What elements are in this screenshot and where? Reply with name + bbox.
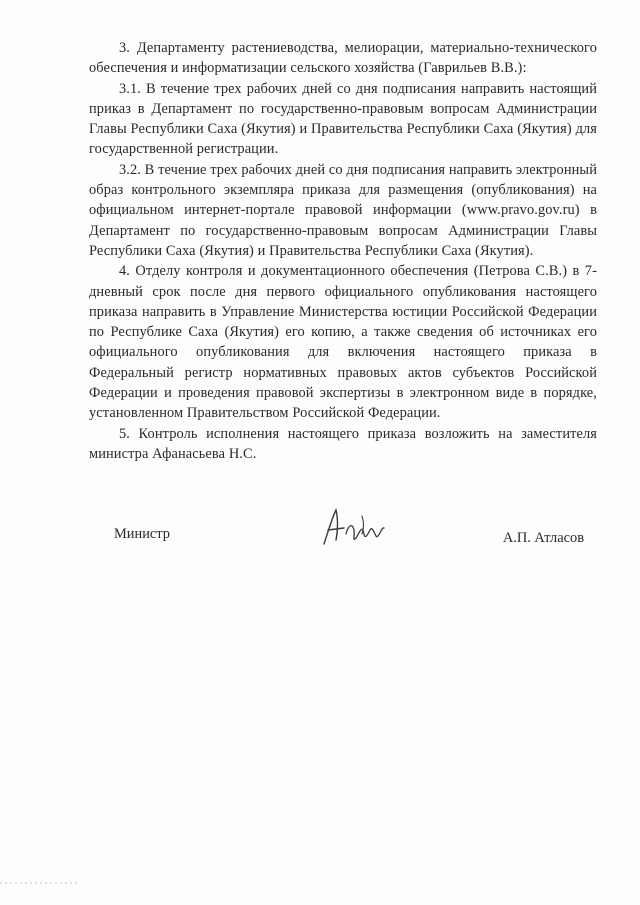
paragraph-item-3-1: 3.1. В течение трех рабочих дней со дня подписания направить настоящий приказ в Департамент по государственно-правовым вопросам Администрации Главы Республики Саха (Якутия) и Правительства Республики Саха (Якутия) для государственной регистрации. [89,80,597,158]
signatory-name: А.П. Атласов [502,530,584,546]
paragraph-item-3-2: 3.2. В течение трех рабочих дней со дня подписания направить электронный образ контрольного экземпляра приказа для размещения (опубликования) на официальном интернет-портале правовой информации (www.pravo.gov.ru) в Департамент по государственно-правовым вопросам Администрации Главы Республики Саха (Якутия) и Правительства Республики Саха (Якутия). [89,161,597,259]
document-body [89,38,597,464]
paragraph-item-3: 3. Департаменту растениеводства, мелиорации, материально-технического обеспечения и информатизации сельского хозяйства (Гаврильев В.В.): [89,40,597,77]
handwritten-signature [314,504,394,552]
scan-artifact-dots [0,882,80,884]
paragraph-item-5: 5. Контроль исполнения настоящего приказа возложить на заместителя министра Афанасьева Н.С. [89,425,597,462]
signature-block [114,520,584,570]
signatory-position: Министр [114,526,170,542]
paragraph-item-4: 4. Отделу контроля и документационного обеспечения (Петрова С.В.) в 7-дневный срок после дня первого официального опубликования настоящего приказа направить в Управление Министерства юстиции Российской Федерации по Республике Саха (Якутия) его копию, а также сведения об источниках его официального опубликования для включения настоящего приказа в Федеральный регистр нормативных правовых актов субъектов Российской Федерации и проведения правовой экспертизы в электронном виде в порядке, установленном Правительством Российской Федерации. [89,263,597,422]
